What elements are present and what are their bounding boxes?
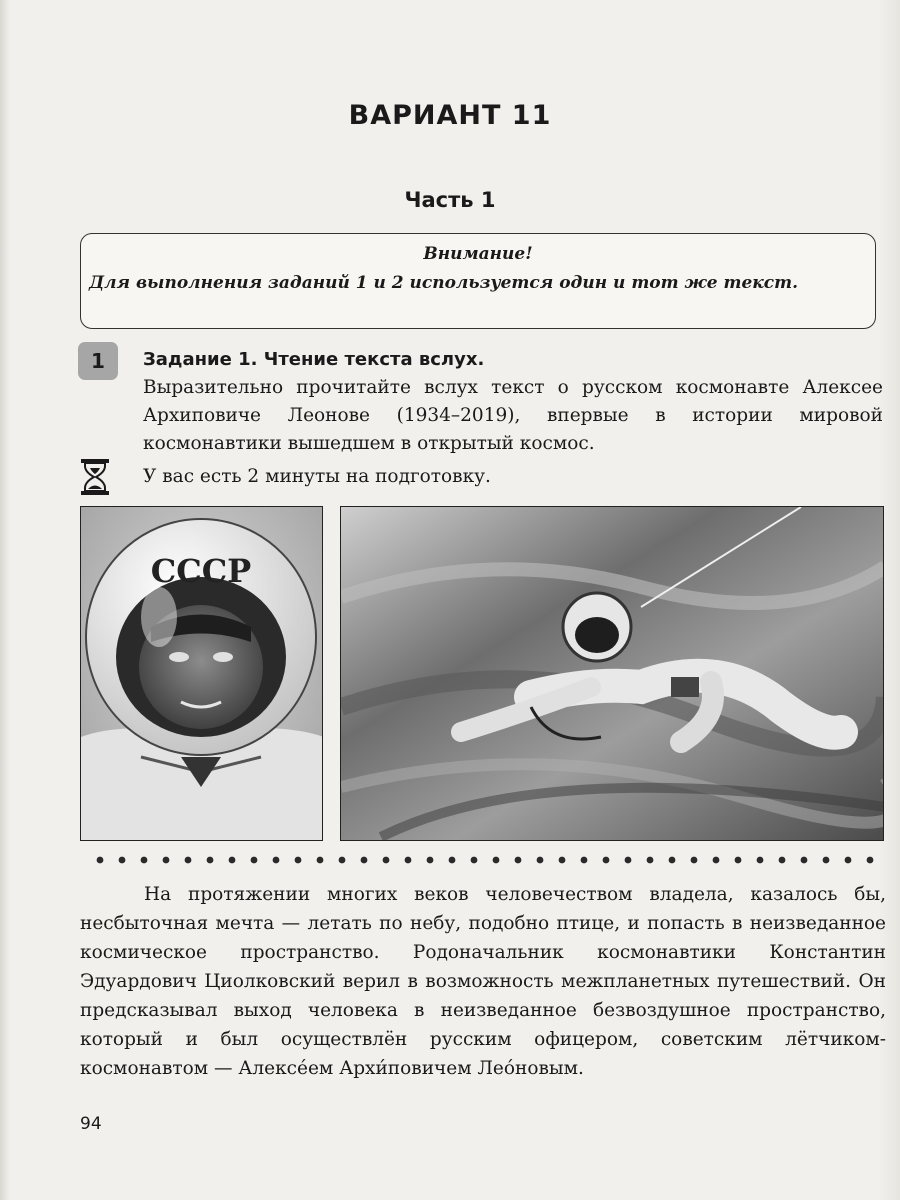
hourglass-icon — [80, 458, 110, 496]
helmet-cccp-text: СССР — [150, 552, 252, 590]
divider-dot — [735, 857, 742, 864]
part-title: Часть 1 — [404, 188, 496, 212]
variant-title: ВАРИАНТ 11 — [348, 100, 552, 131]
divider-dot — [691, 857, 698, 864]
divider-dot — [801, 857, 808, 864]
attention-box — [80, 233, 876, 329]
divider-dot — [779, 857, 786, 864]
page-edge-left — [0, 0, 10, 1200]
divider-dot — [317, 857, 324, 864]
attention-title: Внимание! — [423, 244, 533, 264]
preparation-time-text: У вас есть 2 минуты на подготовку. — [143, 466, 491, 487]
divider-dot — [273, 857, 280, 864]
reading-text — [80, 880, 886, 1083]
cosmonaut-portrait-photo — [80, 506, 323, 841]
divider-dot — [537, 857, 544, 864]
attention-text: Для выполнения заданий 1 и 2 используется один и тот же текст. — [89, 273, 799, 293]
divider-dot — [471, 857, 478, 864]
divider-dot — [339, 857, 346, 864]
divider-dot — [823, 857, 830, 864]
divider-dot — [405, 857, 412, 864]
task-instructions: Выразительно прочитайте вслух текст о русском космонавте Алексее Архиповиче Леонове (1934–2019), впервые в истории мировой космонавтики вышедшем в открытый космос. — [143, 377, 883, 454]
divider-dot — [163, 857, 170, 864]
divider-dot — [493, 857, 500, 864]
divider-dot — [383, 857, 390, 864]
divider-dot — [251, 857, 258, 864]
divider-dot — [361, 857, 368, 864]
divider-dot — [625, 857, 632, 864]
dotted-divider — [95, 855, 875, 865]
divider-dot — [867, 857, 874, 864]
divider-dot — [427, 857, 434, 864]
spacewalk-illustration — [340, 506, 884, 841]
divider-dot — [669, 857, 676, 864]
divider-dot — [581, 857, 588, 864]
divider-dot — [757, 857, 764, 864]
task-number-badge: 1 — [78, 342, 118, 380]
divider-dot — [449, 857, 456, 864]
divider-dot — [713, 857, 720, 864]
divider-dot — [647, 857, 654, 864]
spacewalk-painting-illustration — [341, 507, 884, 841]
cosmonaut-portrait-illustration — [81, 507, 323, 841]
divider-dot — [141, 857, 148, 864]
divider-dot — [97, 857, 104, 864]
divider-dot — [185, 857, 192, 864]
divider-dot — [295, 857, 302, 864]
reading-paragraph: На протяжении многих веков человечеством владела, казалось бы, несбыточная мечта — летать по небу, подобно птице, и попасть в неизведанное космическое пространство. Родоначальник космонавтики Константин Эдуардович Циолковский верил в возможность межпланетных путешествий. Он предсказывал выход человека в неизведанное безвоздушное пространство, который и был осуществлён русским офицером, советским лётчиком-космонавтом — Алексе́ем Архи́повичем Лео́новым. — [80, 884, 886, 1079]
divider-dot — [559, 857, 566, 864]
divider-dot — [207, 857, 214, 864]
divider-dot — [229, 857, 236, 864]
divider-dot — [119, 857, 126, 864]
page-number: 94 — [80, 1114, 102, 1134]
divider-dot — [603, 857, 610, 864]
divider-dot — [515, 857, 522, 864]
task-heading: Задание 1. Чтение текста вслух. — [143, 349, 485, 370]
divider-dot — [845, 857, 852, 864]
